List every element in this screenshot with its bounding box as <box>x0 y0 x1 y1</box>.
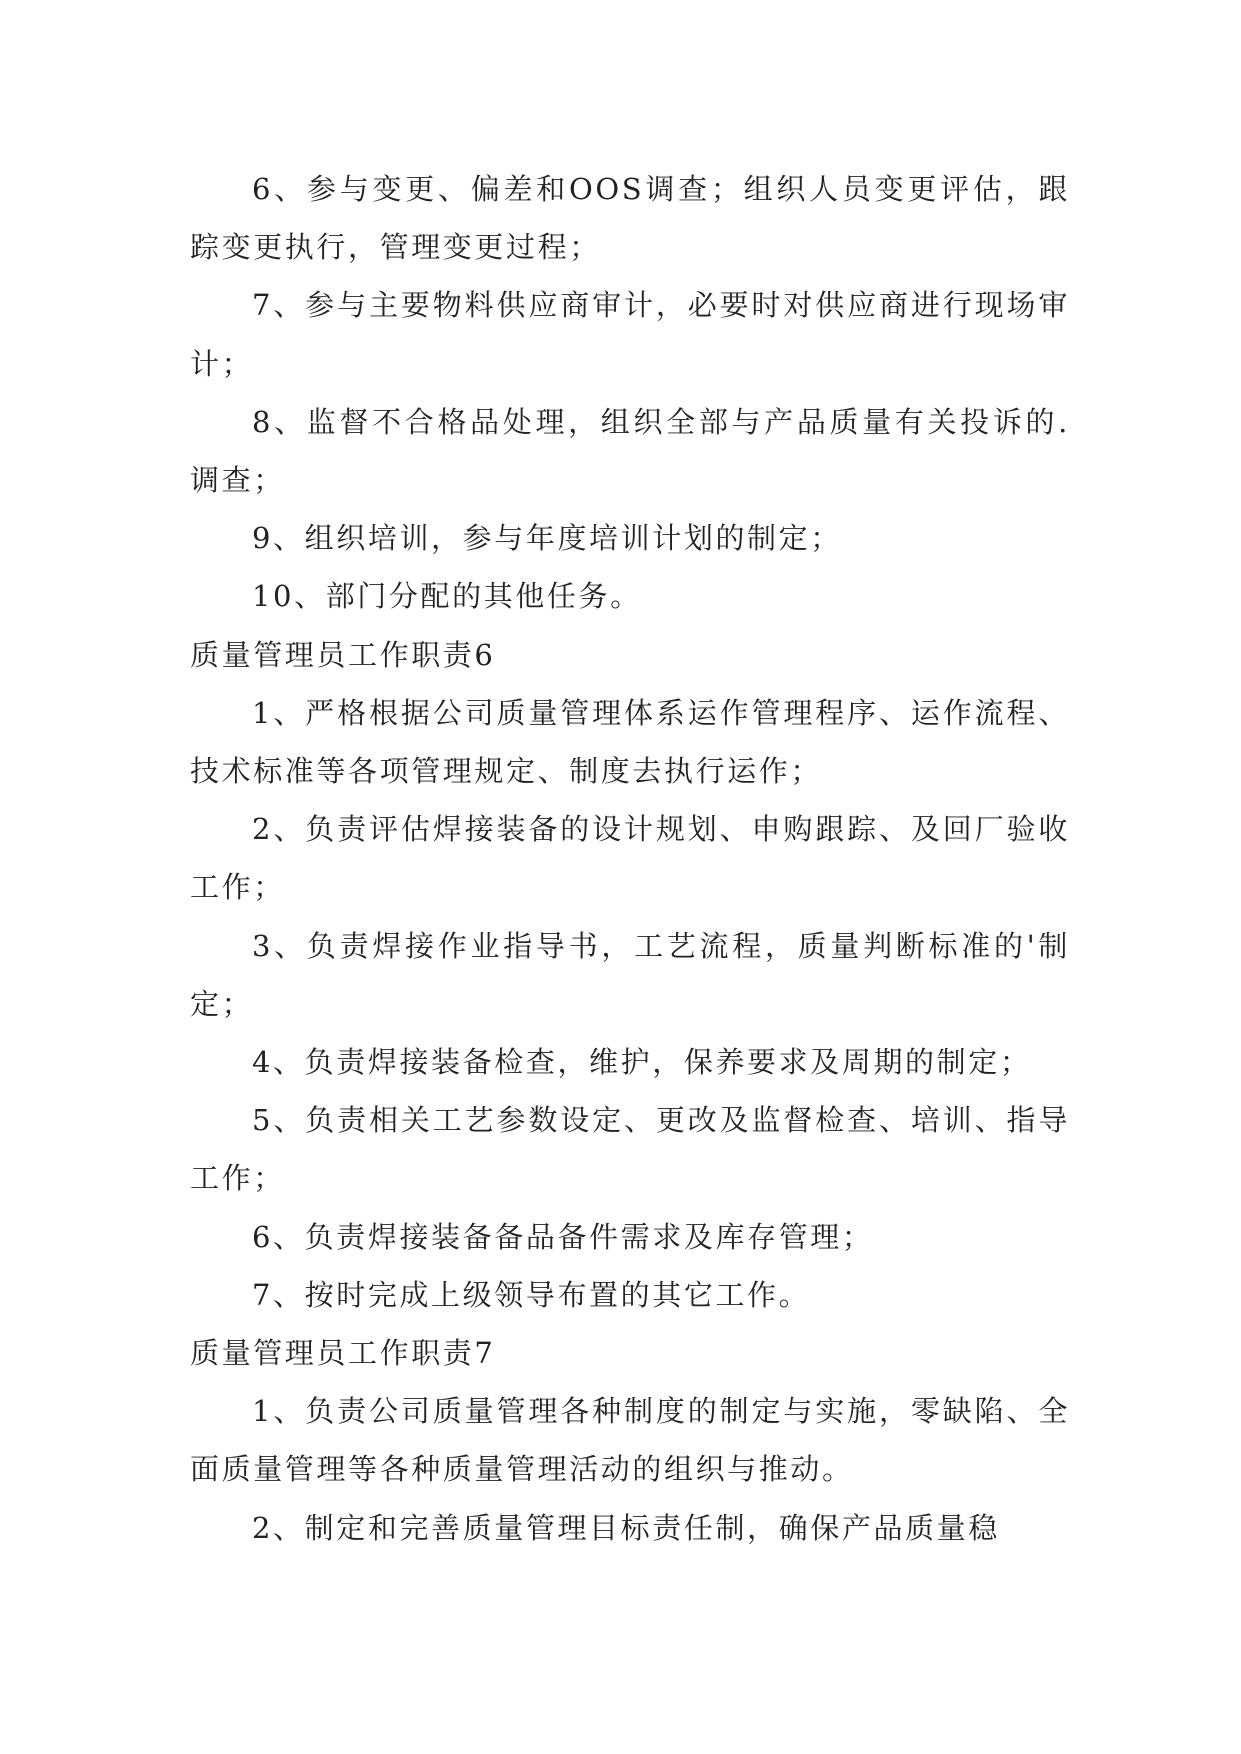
list-item: 6、负责焊接装备备品备件需求及库存管理； <box>252 1219 874 1254</box>
list-item: 2、负责评估焊接装备的设计规划、申购跟踪、及回厂验收工作； <box>190 812 1070 905</box>
section-heading: 质量管理员工作职责6 <box>190 637 496 672</box>
list-item: 8、监督不合格品处理，组织全部与产品质量有关投诉的.调查； <box>190 404 1070 498</box>
list-item: 3、负责焊接作业指导书，工艺流程，质量判断标准的'制定； <box>190 928 1070 1021</box>
list-item: 7、按时完成上级领导布置的其它工作。 <box>252 1277 811 1312</box>
document-body <box>190 160 1070 1557</box>
list-item: 7、参与主要物料供应商审计，必要时对供应商进行现场审计； <box>190 288 1070 381</box>
list-item: 5、负责相关工艺参数设定、更改及监督检查、培训、指导工作； <box>190 1103 1070 1196</box>
list-item: 1、负责公司质量管理各种制度的制定与实施，零缺陷、全面质量管理等各种质量管理活动的组织与推动。 <box>190 1394 1070 1487</box>
list-item: 6、参与变更、偏差和OOS调查；组织人员变更评估，跟踪变更执行，管理变更过程； <box>190 172 1070 265</box>
section-heading: 质量管理员工作职责7 <box>190 1336 496 1371</box>
list-item: 2、制定和完善质量管理目标责任制，确保产品质量稳 <box>252 1510 1000 1545</box>
list-item: 9、组织培训，参与年度培训计划的制定； <box>252 521 842 556</box>
list-item: 1、严格根据公司质量管理体系运作管理程序、运作流程、技术标准等各项管理规定、制度去执行运作； <box>190 695 1070 789</box>
list-item: 4、负责焊接装备检查，维护，保养要求及周期的制定； <box>252 1045 1032 1080</box>
list-item: 10、部门分配的其他任务。 <box>252 579 642 614</box>
